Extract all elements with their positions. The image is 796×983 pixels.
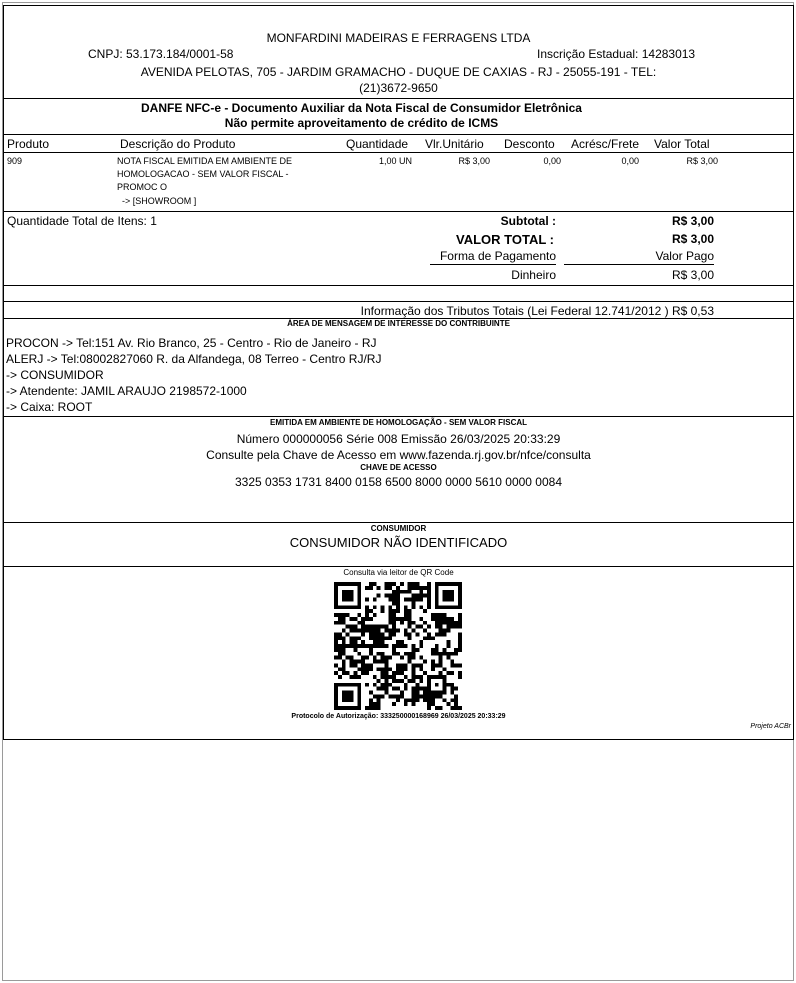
- chave-title: CHAVE DE ACESSO: [360, 463, 437, 472]
- item-quantidade: 1,00 UN: [378, 156, 412, 166]
- pagamento-valor: R$ 3,00: [671, 268, 714, 282]
- mensagem-line: -> Caixa: ROOT: [6, 400, 93, 414]
- danfe-title: DANFE NFC-e - Documento Auxiliar da Nota Fiscal de Consumidor Eletrônica: [141, 101, 582, 115]
- item-codigo: 909: [7, 156, 23, 166]
- item-desconto: 0,00: [543, 156, 561, 166]
- total-label: VALOR TOTAL :: [456, 232, 554, 247]
- col-header-quantidade: Quantidade: [346, 137, 409, 151]
- subtotal-value: R$ 3,00: [671, 214, 714, 228]
- item-desc: HOMOLOGACAO - SEM VALOR FISCAL -: [117, 169, 289, 179]
- item-valor-total: R$ 3,00: [686, 156, 718, 166]
- col-header-produto: Produto: [7, 137, 50, 151]
- divider: [4, 301, 793, 302]
- valor-pago-label: Valor Pago: [564, 249, 714, 265]
- projeto-acbr: Projeto ACBr: [750, 723, 791, 730]
- item-desc: NOTA FISCAL EMITIDA EM AMBIENTE DE: [117, 156, 293, 166]
- company-ie: Inscrição Estadual: 14283013: [537, 47, 696, 61]
- item-desc: -> [SHOWROOM ]: [122, 196, 197, 206]
- qrcode-title: Consulta via leitor de QR Code: [343, 568, 454, 577]
- subtotal-label: Subtotal :: [500, 214, 556, 228]
- col-header-vlr-unitario: Vlr.Unitário: [425, 137, 484, 151]
- divider: [4, 522, 793, 523]
- emissao-numero: Número 000000056 Série 008 Emissão 26/03/2025 20:33:29: [236, 432, 561, 446]
- danfe-document: [3, 5, 794, 740]
- divider: [4, 416, 793, 417]
- emissao-consulta: Consulte pela Chave de Acesso em www.fazenda.rj.gov.br/nfce/consulta: [206, 448, 591, 462]
- company-name: MONFARDINI MADEIRAS E FERRAGENS LTDA: [266, 31, 531, 45]
- col-header-valor-total: Valor Total: [654, 137, 710, 151]
- mensagem-line: -> CONSUMIDOR: [6, 368, 104, 382]
- protocolo-autorizacao: Protocolo de Autorização: 333250000168969 26/03/2025 20:33:29: [291, 713, 506, 720]
- col-header-descricao: Descrição do Produto: [120, 137, 236, 151]
- qr-code-icon: [334, 582, 462, 710]
- col-header-desconto: Desconto: [504, 137, 555, 151]
- mensagem-line: PROCON -> Tel:151 Av. Rio Branco, 25 - Centro - Rio de Janeiro - RJ: [6, 336, 377, 350]
- total-value: R$ 3,00: [671, 232, 714, 246]
- qtd-total-itens: Quantidade Total de Itens: 1: [7, 214, 157, 228]
- mensagem-line: ALERJ -> Tel:08002827060 R. da Alfandega, 08 Terreo - Centro RJ/RJ: [6, 352, 382, 366]
- consumidor-title: CONSUMIDOR: [370, 524, 427, 533]
- divider: [4, 285, 793, 286]
- forma-pagamento-label: Forma de Pagamento: [430, 249, 556, 265]
- chave-acesso: 3325 0353 1731 8400 0158 6500 8000 0000 5610 0000 0084: [235, 475, 562, 489]
- tributos-info: Informação dos Tributos Totais (Lei Federal 12.741/2012 ) R$ 0,53: [360, 304, 714, 318]
- divider: [4, 98, 793, 99]
- col-header-acresc: Acrésc/Frete: [571, 137, 640, 151]
- emissao-title: EMITIDA EM AMBIENTE DE HOMOLOGAÇÃO - SEM VALOR FISCAL: [269, 418, 528, 427]
- company-phone: (21)3672-9650: [359, 81, 438, 95]
- divider: [4, 566, 793, 567]
- danfe-subtitle: Não permite aproveitamento de crédito de ICMS: [224, 116, 499, 130]
- consumidor-value: CONSUMIDOR NÃO IDENTIFICADO: [289, 535, 508, 550]
- company-address: AVENIDA PELOTAS, 705 - JARDIM GRAMACHO - DUQUE DE CAXIAS - RJ - 25055-191 - TEL:: [140, 65, 657, 79]
- divider: [4, 152, 793, 153]
- company-cnpj: CNPJ: 53.173.184/0001-58: [88, 47, 234, 61]
- item-desc: PROMOC O: [117, 182, 168, 192]
- item-acresc: 0,00: [621, 156, 639, 166]
- item-vlr-unitario: R$ 3,00: [458, 156, 490, 166]
- divider: [4, 134, 793, 135]
- mensagem-line: -> Atendente: JAMIL ARAUJO 2198572-1000: [6, 384, 247, 398]
- pagamento-metodo: Dinheiro: [511, 268, 556, 282]
- mensagem-title: ÁREA DE MENSAGEM DE INTERESSE DO CONTRIBUINTE: [287, 319, 510, 328]
- divider: [4, 211, 793, 212]
